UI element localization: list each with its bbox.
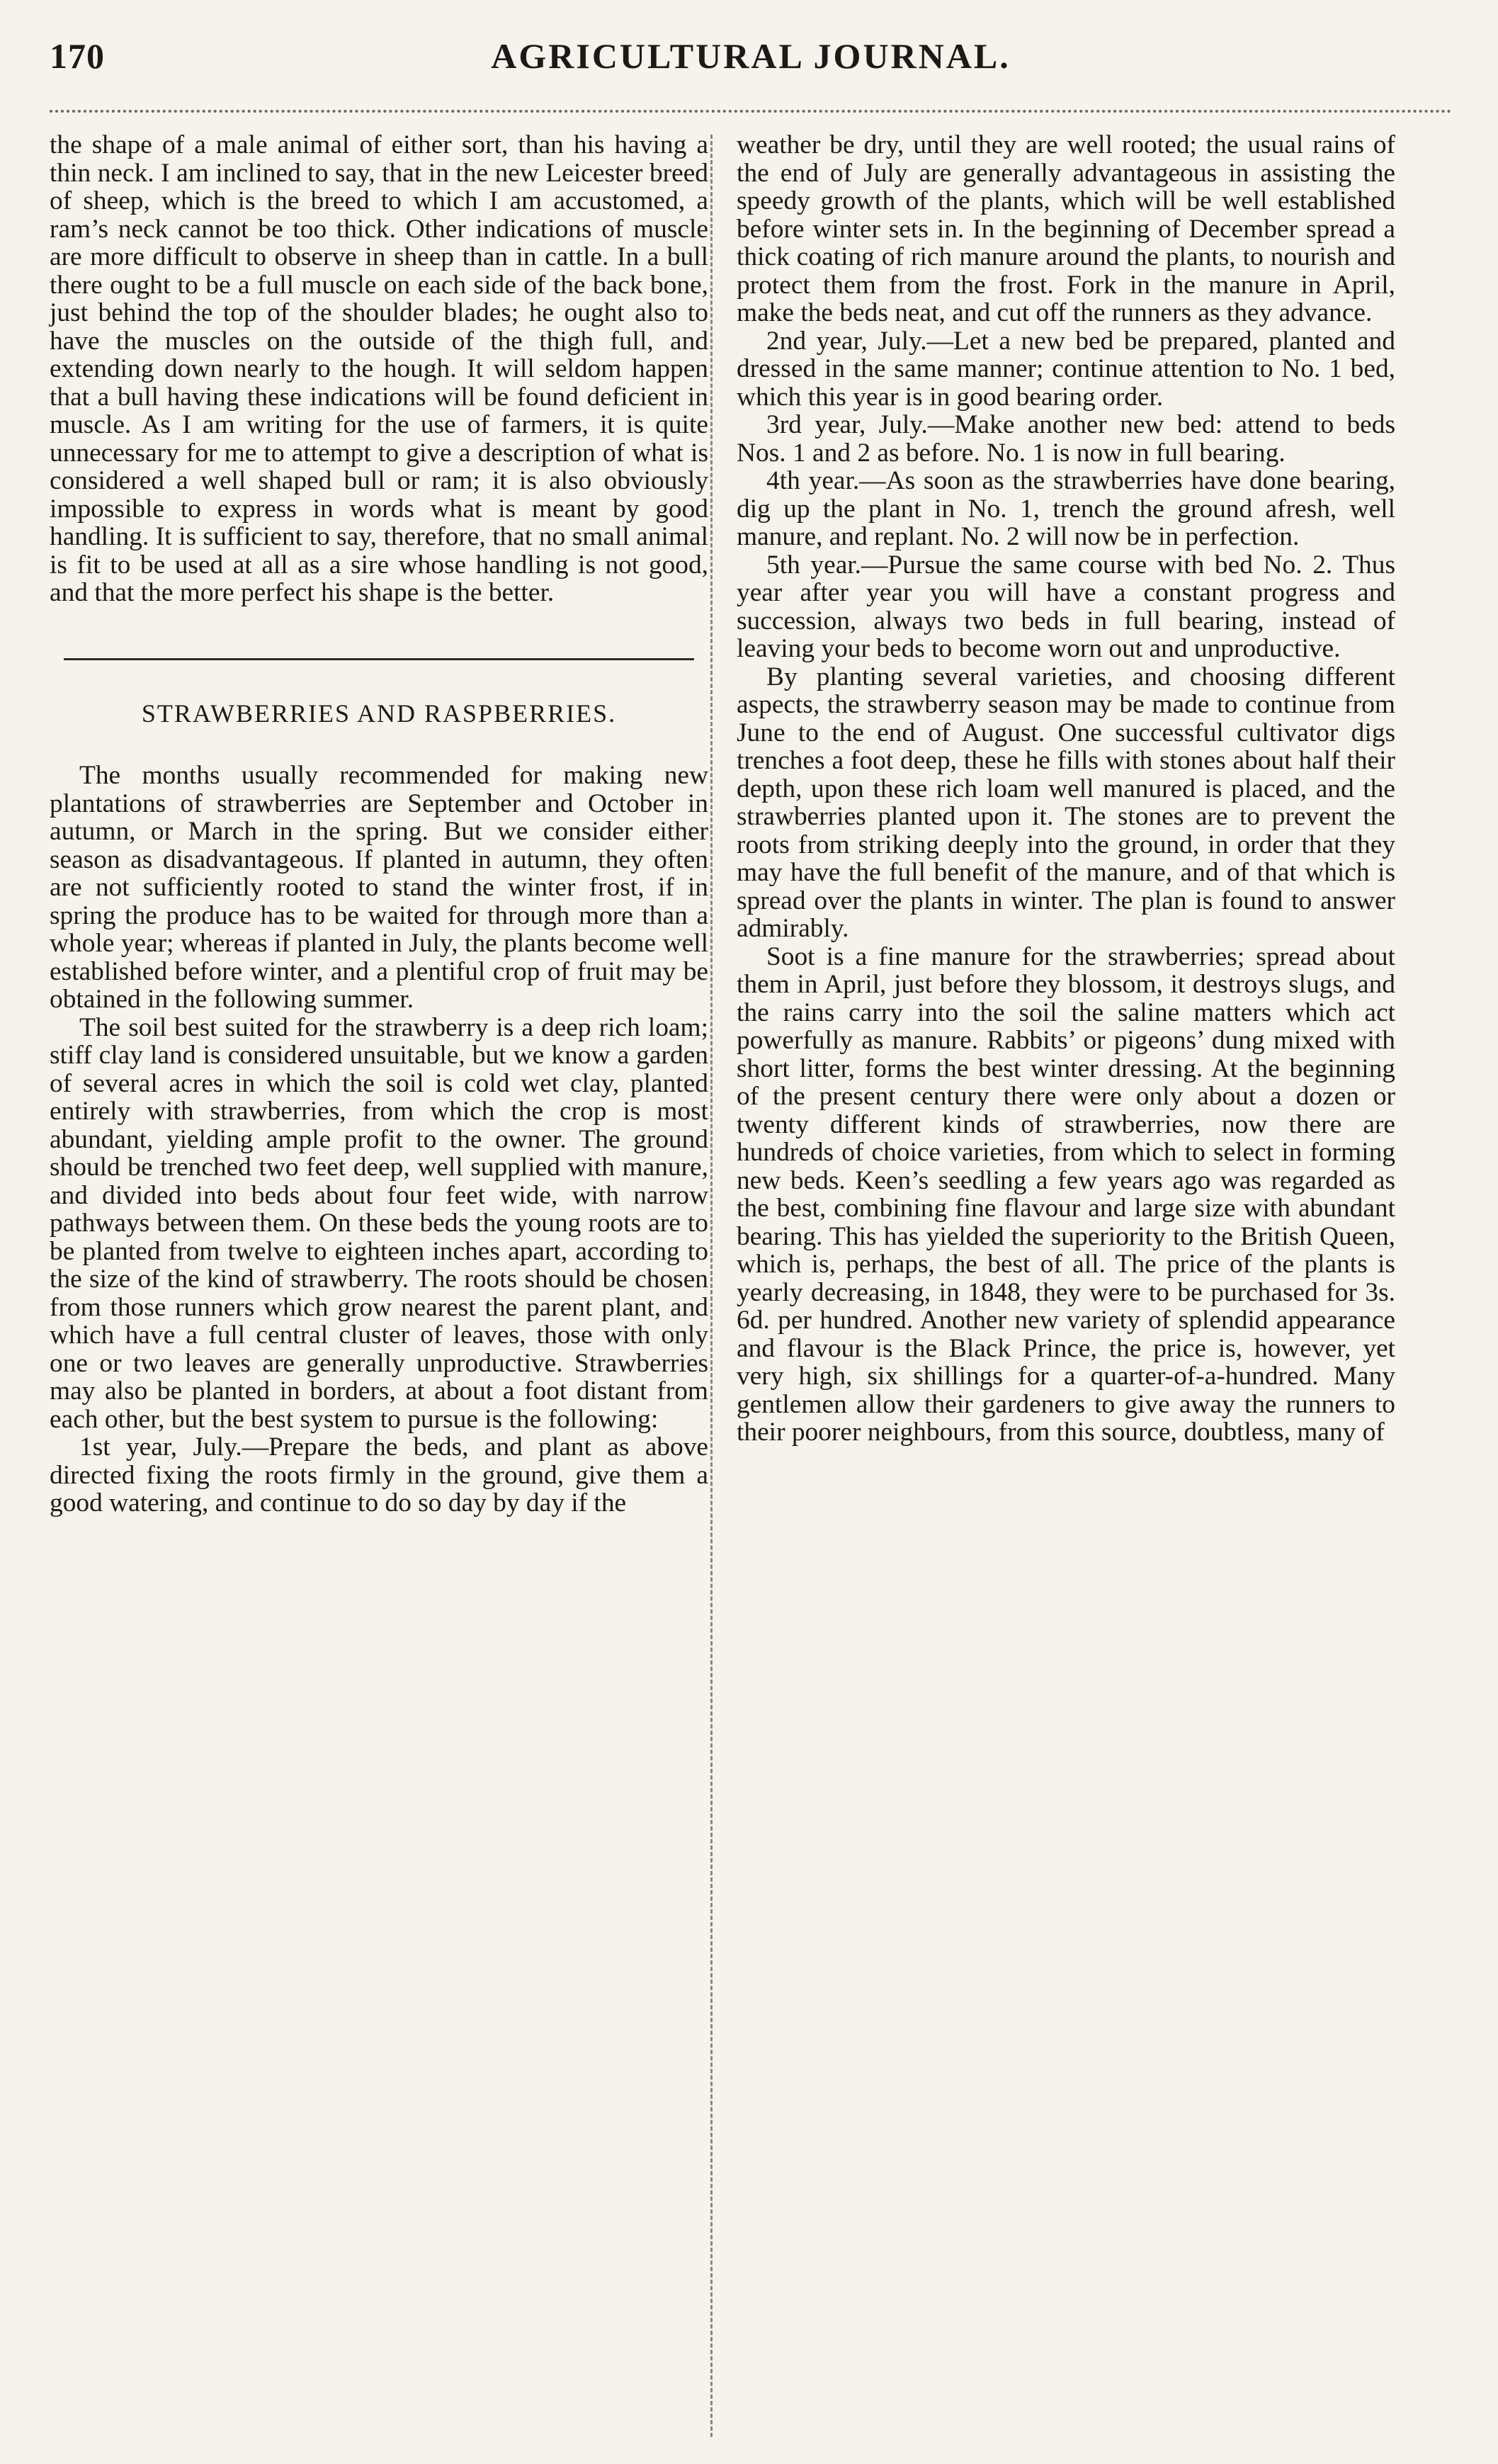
paragraph: 2nd year, July.—Let a new bed be prepared, planted and dressed in the same manner; continue attention to No. 1 bed, which this year is in good bearing order. [737,326,1395,412]
paragraph: weather be dry, until they are well rooted; the usual rains of the end of July are generally advantageous in assisting the speedy growth of the plants, which will be well established before winter sets in. In the beginning of December spread a thick coating of rich manure around the plants, to nourish and protect them from the frost. Fork in the manure in April, make the beds neat, and cut off the runners as they advance. [737,130,1395,327]
paragraph: 1st year, July.—Prepare the beds, and plant as above directed fixing the roots firmly in the ground, give them a good watering, and continue to do so day by day if the [50,1432,708,1518]
right-column [737,131,1395,1447]
left-column [50,131,708,1518]
paragraph: The months usually recommended for making new plantations of strawberries are September and October in autumn, or March in the spring. But we consider either season as disadvantageous. If planted in autumn, they often are not sufficiently rooted to stand the winter frost, if in spring the produce has to be waited for through more than a whole year; whereas if planted in July, the plants become well established before winter, and a plentiful crop of fruit may be obtained in the following summer. [50,761,708,1014]
section-heading: STRAWBERRIES AND RASPBERRIES. [141,699,617,728]
header-rule [50,110,1452,113]
paragraph: By planting several varieties, and choosing different aspects, the strawberry season may be made to continue from June to the end of August. One successful cultivator digs trenches a foot deep, these he fills with stones about half their depth, upon these rich loam well manured is placed, and the strawberries planted upon it. The stones are to prevent the roots from striking deeply into the ground, in order that they may have the full benefit of the manure, and of that which is spread over the plants in winter. The plan is found to answer admirably. [737,662,1395,943]
paragraph: The soil best suited for the strawberry is a deep rich loam; stiff clay land is considered unsuitable, but we know a garden of several acres in which the soil is cold wet clay, planted entirely with strawberries, from which the crop is most abundant, yielding ample profit to the owner. The ground should be trenched two feet deep, well supplied with manure, and divided into beds about four feet wide, with narrow pathways between them. On these beds the young roots are to be planted from twelve to eighteen inches apart, according to the size of the kind of strawberry. The roots should be chosen from those runners which grow nearest the parent plant, and which have a full central cluster of leaves, those with only one or two leaves are generally unproductive. Strawberries may also be planted in borders, at about a foot distant from each other, but the best system to pursue is the following: [50,1012,708,1434]
page-number: 170 [50,36,105,76]
paragraph: 4th year.—As soon as the strawberries have done bearing, dig up the plant in No. 1, trench the ground afresh, well manure, and replant. No. 2 will now be in perfection. [737,466,1395,551]
section-rule [64,658,694,660]
paragraph: 3rd year, July.—Make another new bed: attend to beds Nos. 1 and 2 as before. No. 1 is now in full bearing. [737,410,1395,468]
paragraph: Soot is a fine manure for the strawberries; spread about them in April, just before they blossom, it destroys slugs, and the rains carry into the soil the saline matters which act powerfully as manure. Rabbits’ or pigeons’ dung mixed with short litter, forms the best winter dressing. At the beginning of the present century there were only about a dozen or twenty different kinds of strawberries, now there are hundreds of choice varieties, from which to select in forming new beds. Keen’s seedling a few years ago was regarded as the best, combining fine flavour and large size with abundant bearing. This has yielded the superiority to the British Queen, which is, perhaps, the best of all. The price of the plants is yearly decreasing, in 1848, they were to be purchased for 3s. 6d. per hundred. Another new variety of splendid appearance and flavour is the Black Prince, the price is, however, yet very high, six shillings for a quarter-of-a-hundred. Many gentlemen allow their gardeners to give away the runners to their poorer neighbours, from this source, doubtless, many of [737,942,1395,1447]
running-head: AGRICULTURAL JOURNAL. [491,36,1011,76]
paragraph: 5th year.—Pursue the same course with bed No. 2. Thus year after year you will have a constant progress and succession, always two beds in full bearing, instead of leaving your beds to become worn out and unproductive. [737,550,1395,663]
page-header [50,28,1452,92]
column-divider [710,135,713,2437]
paragraph: the shape of a male animal of either sort, than his having a thin neck. I am inclined to say, that in the new Leicester breed of sheep, which is the breed to which I am accustomed, a ram’s neck cannot be too thick. Other indications of muscle are more difficult to observe in sheep than in cattle. In a bull there ought to be a full muscle on each side of the back bone, just behind the top of the shoulder blades; he ought also to have the muscles on the outside of the thigh full, and extending down nearly to the hough. It will seldom happen that a bull having these indications will be found deficient in muscle. As I am writing for the use of farmers, it is quite unnecessary for me to attempt to give a description of what is considered a well shaped bull or ram; it is also obviously impossible to express in words what is meant by good handling. It is sufficient to say, therefore, that no small animal is fit to be used at all as a sire whose handling is not good, and that the more perfect his shape is the better. [50,130,708,607]
